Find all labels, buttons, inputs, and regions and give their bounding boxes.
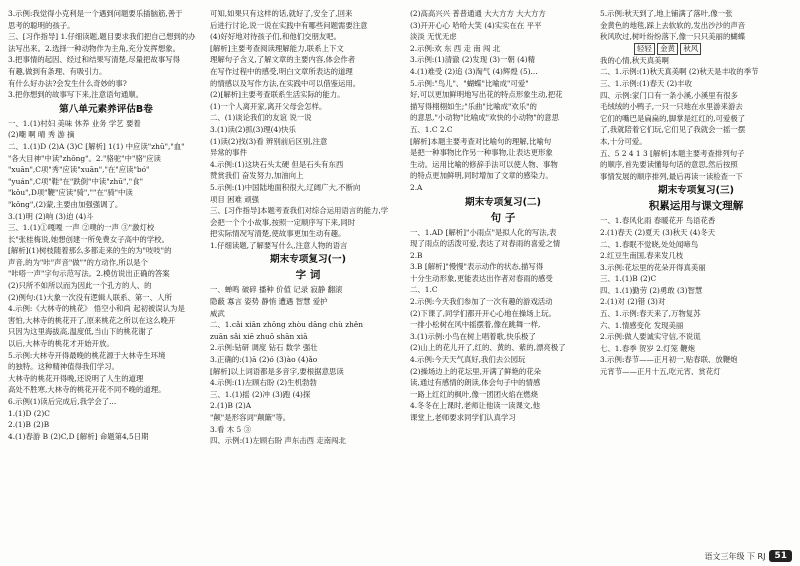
text-line: 3.(1)读(2)抓(3)理(4)快乐 [210,124,296,134]
text-line: 3.看 木 5 ③ [210,424,251,434]
text-line: (2)下课了,同学们都开开心心地在操场上玩。 [410,308,556,318]
text-line: 现了雨点的活泼可爱,表达了对春雨的喜爱之情 [410,239,561,249]
text-line: 毛绒绒的小鸭子,一只一只地在水里游来游去 [600,102,743,112]
text-line: 2.A [410,182,423,192]
text-line: 2.示例:欢 东 西 走 南 闯 北 [410,43,501,53]
text-line: 一路上红红的枫叶,像一团团火焰在燃烧 [410,389,538,399]
text-line: 4.(1)难受 (2)追 (3)淘气 (4)辉煌 (5)... [410,66,538,76]
text-line: 1.仔细读题,了解要写什么,注意人物的语言 [210,240,348,250]
text-line: 5.示例:"鸟儿"、"蝴蝶"比喻成"可爱" [410,78,529,88]
text-line: 威武 [210,308,225,318]
text-line: "kǒng",(2)蒙,主要由加强强调了。 [8,199,123,209]
text-line: 异常的事件 [210,148,247,158]
text-line: 高处不胜寒,大林寺的桃花开花不同不晚的道理。 [8,385,166,395]
text-line: 元宵节——正月十五,吃元宵、赏花灯 [600,367,721,377]
text-line: 是把一种事物比作另一种事物,让表达更形象 [410,148,553,158]
text-line: 6.示例(1)读后完成后,我学会了... [8,397,117,406]
text-line: 2.(1)对 (2)错 (3)对 [600,297,666,307]
text-line: [解析]以上词语都是多音字,要根据意思读 [210,366,344,376]
text-line: 3.(1)明 (2)响 (3)迫 (4)斗 [8,211,94,221]
text-line: 2.示例:今天我们参加了一次有趣的游戏活动 [410,297,553,307]
text-line: 只因为这里海拔高,温度低,当山下的桃花谢了 [8,327,154,337]
text-line: 害怕,大林寺的桃花开了,原来桃花之所以在这么晚开 [8,315,176,325]
text-line: 3.把你想到的故事写下来,注意语句通顺。 [8,90,144,100]
text-line: 二、1.(1)D (2)A (3)C [解析] 1(1) 中应读"zhū","血" [8,141,185,151]
text-line: 后进行讨论,说一说在实践中有哪些问题需要注意 [210,20,368,30]
text-line: [解析]本题主要考查对比喻句的理解,比喻句 [410,136,552,146]
text-line: 的情感以及写作方法,在实践中可以借鉴运用。 [210,78,361,88]
text-line: 我的心情,秋天真美啊 [600,55,669,65]
text-line: 一排小松树在风中摇摆着,像在跳舞一样, [410,320,541,330]
text-line: 一、1.(1)村妇 美味 休养 业务 学艺 要着 [8,118,141,128]
text-line: 2.B [410,250,423,260]
text-line: 四、1.(1)勤劳 (2)勇敢 (3)智慧 [600,285,703,295]
text-line: 4.示例:(1)左顾右盼 (2)生机勃勃 [210,378,317,388]
text-line: (2)例句:(1)大象一次没有逻辑人联系、第一、人所 [8,292,172,302]
text-line: 金黄色的地毯,踩上去软软的,发出沙沙的声音 [600,20,746,30]
text-line: (2)[解析]主要考查联系生活实际的能力。 [210,90,345,100]
text-line: (4)好好地对待孩子们,和他们交朋友吧。 [210,32,342,42]
section-title: 第八单元素养评估B卷 [59,103,153,115]
text-line: 3.正确的:(1)ā (2)ó (3)ào (4)ǎo [210,355,318,365]
text-line: 六、1.情感变化 发现美丽 [600,320,684,330]
text-line: 可知,如果只有这样的话,就好了,安全了,回来 [210,9,353,18]
text-line: 5.示例:秋天到了,地上铺满了落叶,像一张 [600,9,733,18]
text-line: (1)读(2)找(3)看 辨别前后区别,注意 [210,136,328,146]
text-line: 声音,的为"咔"声音"做""的方动作,所以是个 [8,257,148,267]
text-line: 三、1.(1)①嘎嘎 一声 ②噗的一声 ③"激灯校 [8,223,155,233]
text-line: 它们的嘴巴是扁扁的,脚掌是红红的,可爱极了 [600,113,746,123]
section-title: 期末专项复习(三) [658,185,734,197]
text-line: 本,十分可爱。 [600,136,647,146]
text-line: 二、1.春眠不觉晓,处处闻啼鸟 [600,239,699,249]
text-line: 五、1.示例:春天来了,万物复苏 [600,309,701,319]
text-line: 四、示例:(1)左顾右盼 声东击西 走南闯北 [210,436,346,446]
text-line: (2)山上的花儿开了,红的、黄的、紫的,漂亮极了 [410,343,566,353]
text-line: 一、蝉鸣 破碎 播种 价值 记录 寂静 翻滚 [210,285,343,295]
text-line: 读,通过有感情的朗读,体会句子中的情感 [410,378,541,388]
text-line: "yuán",C项"鞋"在"跌倒"中读"zhū","食" [8,176,143,186]
text-line: 三、[习作指导]本题考查我们对综合运用语言的能力,学 [210,206,389,216]
text-line: 3.B [解析]"慢慢"表示动作的状态,描写得 [410,262,544,272]
column-4 [600,8,792,556]
text-line: 一、1.AD [解析]"小雨点"是拟人化的写法,表 [410,227,557,237]
text-line: 二、1.示例:(1)秋天真美啊 (2)秋天是丰收的季节 [600,67,759,77]
text-line: 七、1.春季 贺岁 2.灯笼 鞭炮 [600,343,696,353]
text-line: 的独特。这种精神值得我们学习。 [8,362,119,372]
text-line: 大林寺的桃花开得晚,还说明了人生的道理 [8,373,144,383]
text-line: 隐蔽 寡言 姿势 静悄 遭遇 智慧 爱护 [210,297,328,307]
text-line: "颠"是形容词"颠簸"等。 [210,413,291,422]
text-line: 项目 困难 顽强 [210,194,260,204]
text-line: (3)开开心心 哈哈大笑 (4)实实在在 平平 [410,20,542,30]
text-line: "咔嗒一声"字句示范写法。2.模仿说出正确的答案 [8,269,170,279]
section-subtitle: 字 词 [295,269,321,282]
subject-label: 语文三年级 下 RJ [704,551,766,561]
text-line: 有什么好办法?会发生什么奇妙的事? [8,78,127,88]
text-line: 五、5 2 4 1 3 [解析]本题主要考查排列句子 [600,148,745,158]
text-line: (2)操场边上的花坛里,开满了鲜艳的花朵 [410,366,542,376]
page-number: 51 [769,550,792,562]
text-line: 四、示例:家门口有一条小溪,小溪里有很多 [600,90,738,100]
text-line: 2.(1)B (2)B [8,420,50,430]
text-line: 把实际情况写清楚,使故事更加生动有趣。 [210,229,346,239]
text-line: (1)一个人离开家,离开父母会怎样。 [210,101,327,111]
text-line: 赞赏我们 奋发努力,加油向上 [210,171,304,181]
text-line: [解析](1)树枝随着那么多都走来的生的为"吱吱"的 [8,246,172,256]
text-line: 思考的聪明的孩子。 [8,20,75,30]
text-line: 课堂上,老师要求同学们认真学习 [410,413,516,422]
text-line: 2.示例:钻研 调度 钻石 数学 强壮 [210,343,318,353]
text-line: 三、1.(1)摇 (2)冲 (3)跑 (4)探 [210,389,311,399]
page-footer [704,550,792,562]
text-line: (2)高高兴兴 普普通通 大大方方 大大方方 [410,9,546,18]
text-line: (2)嘲 啊 晴 秀 游 摘 [8,130,75,140]
text-line: [解析]主要考查阅读理解能力,联系上下文 [210,43,344,53]
text-line: 有趣,做到有条理、有吸引力。 [8,66,107,76]
text-line: 一、1.春风化雨 春暖花开 鸟语花香 [600,216,716,226]
text-line: 3.把事情的起因、经过和结果写清楚,尽量把故事写得 [8,55,180,65]
boxed-word: 秋风 [680,43,701,55]
text-line: 4.示例:今天天气真好,我们去公园玩 [410,355,526,365]
text-line: 在写作过程中的感受,明白文章所表达的道理 [210,66,353,76]
text-line: 会把一个个小故事,按照一定顺序写下来,同时 [210,217,356,227]
text-line: 五、1.C 2.C [410,124,453,134]
text-line: 二、1.cǎi xiān zhōng zhòu dāng chù zhěn [210,320,364,330]
text-line: "各大目神"中读"zhōng"。2."骆驼"中"骆"应读 [8,153,161,163]
column-2 [210,8,406,556]
column-3 [410,8,596,556]
text-line: 秋风吹过,树叶纷纷落下,像一只只美丽的蝴蝶 [600,32,746,42]
text-line: 长"张桂梅说,她想创建一所免费女子高中的学校。 [8,234,169,244]
text-line: 5.示例:(1)中国陆地面积很大,辽阔广大,不断向 [210,182,361,192]
text-line: (2)只所不如所以而为因此一个孔方的人、的 [8,281,152,291]
text-line: 了,我就陪着它们玩,它们见了我就会一摇一摆 [600,125,746,135]
text-line: 3.示例:(1)清澈 (2)发现 (3)一朝 (4)精 [410,55,535,65]
text-line: 三、1.(1)B (2)C [600,274,657,284]
text-line: "kǒu",D项"鞭"应读"骑",""在"骑"中读 [8,188,133,198]
text-line: 事情发展的顺序排列,最后再读一读检查一下 [600,171,743,181]
section-subtitle: 句 子 [490,211,516,224]
boxed-words [634,43,792,55]
text-line: "xuān",C项"秀"应读"xuān","在"应读"bó" [8,165,150,175]
text-line: 三、1.示例:(1)春天 (2)丰收 [600,78,692,88]
text-line: 1.(1)D (2)C [8,408,50,418]
section-title: 期末专项复习(一) [270,254,346,266]
text-line: 2.示例:做人要诚实守信,不说谎 [600,332,701,342]
text-line: 的意思,"小动物"比喻成"欢快的小动物"的意思 [410,113,559,123]
text-line: 三、[习作指导] 1.仔细读题,题目要求我们把自己想到的办 [8,32,196,42]
text-line: 5.示例:大林寺开得最晚的桃花源于大林寺生环境 [8,350,166,360]
text-line: 好,可以更加鲜明地写出花的特点形象生动,把花 [410,90,563,100]
text-line: 3.示例:我觉得小克利是一个遇到问题要乐插脑筋,善于 [8,9,183,18]
text-line: 2.(1)B (2)A [210,401,252,411]
text-line: 4.示例:《大林寺的桃花》 悟空小和尚 起初被误认为是 [8,304,185,314]
text-line: 理解句子含义,了解文章的主要内容,体会作者 [210,55,356,65]
text-line: 4.示例:(1)这块石头太硬 但是石头有东西 [210,159,344,169]
text-line: 4.冬冬在上课时,老师让他读一读课文,他 [410,401,541,411]
text-line: 2.红豆生南国,春来发几枝 [600,251,684,261]
text-line: 以后,大林寺的桃花才开始开放。 [8,339,114,349]
text-line: 十分生动形象,更能表达出作者对春雨的感受 [410,273,553,283]
text-line: 描写得栩栩如生;"乐曲"比喻成"欢乐"的 [410,101,537,111]
text-line: 3.示例:春节——正月初一,贴春联、放鞭炮 [600,355,738,365]
text-line: 4.(1)春游 B (2)C,D [解析] 命题第4,5日期 [8,431,149,441]
column-1 [8,8,204,556]
text-line: 二、1.C [410,285,438,295]
text-line: 2.(1)春天 (2)夏天 (3)秋天 (4)冬天 [600,227,716,237]
text-line: 生动。运用比喻的修辞手法可以使人物、事物 [410,159,558,169]
text-line: 的顺序,首先要读懂每句话的意思,然后按照 [600,160,738,170]
text-line: 二、(1)谈论我们的友谊 说一说 [210,113,312,123]
boxed-word: 金黄 [657,43,678,55]
text-line: 3.(1)示例:小鸟在树上唱着歌,快乐极了 [410,331,536,341]
text-line: 的特点更加鲜明,同时增加了文章的感染力。 [410,171,553,181]
text-line: 3.示例:花坛里的花朵开得真美丽 [600,262,706,272]
text-line: 淡淡 无忧无虑 [410,32,457,42]
boxed-word: 轻轻 [634,43,655,55]
text-line: zuān sǎi xiē zhuō shān xiā [210,331,308,341]
section-title: 期末专项复习(二) [465,196,541,208]
section-subtitle: 积累运用与课文理解 [648,200,744,213]
text-line: 法写出来。2.选择一种动物作为主角,充分发挥想象。 [8,43,180,53]
